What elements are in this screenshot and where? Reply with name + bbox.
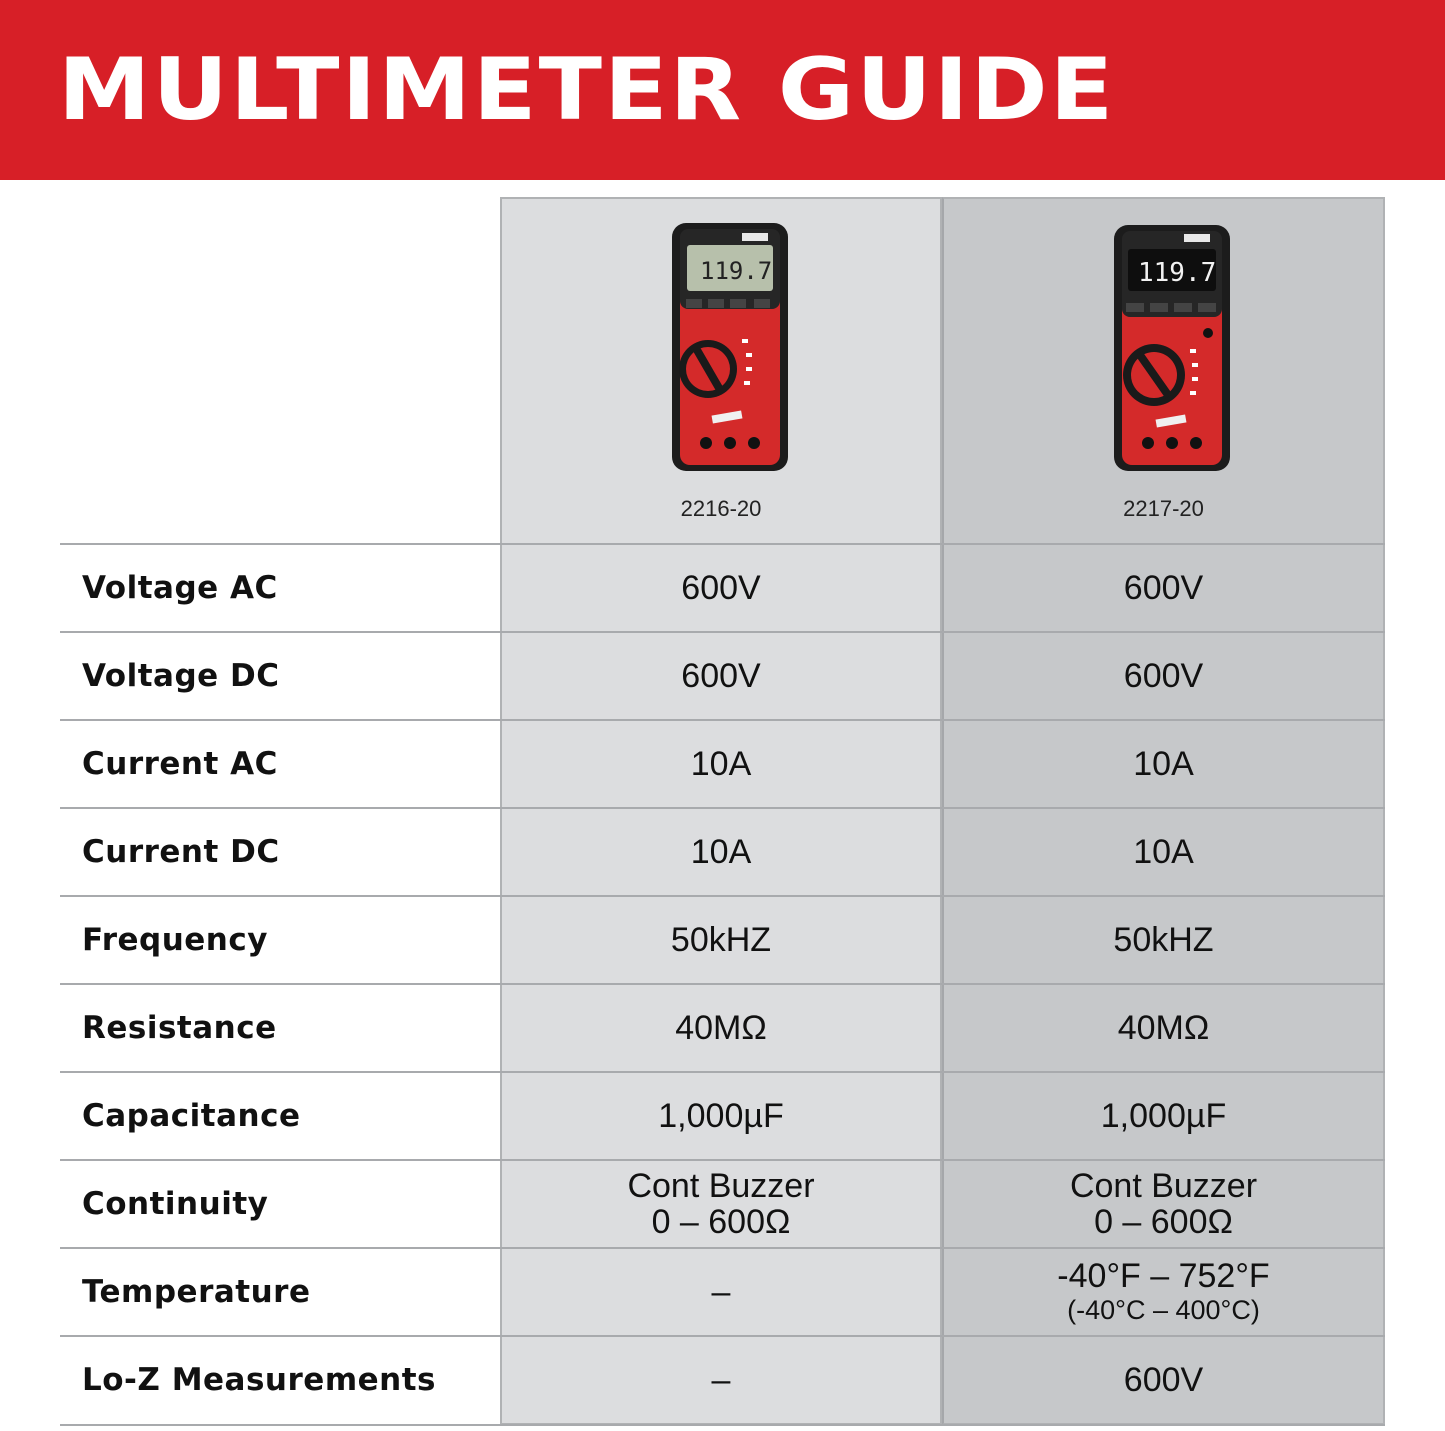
table-row [60,1335,1385,1423]
cell-2217: 600V [1123,569,1204,607]
cell-2216: Cont Buzzer 0 – 600Ω [627,1167,815,1241]
table-row [60,719,1385,807]
cell-2216: 10A [690,745,752,783]
cell-2216: 10A [690,833,752,871]
cell-2216: 600V [681,569,761,607]
comparison-table [60,197,1385,1426]
cell-2216: 40MΩ [675,1009,767,1047]
model-header-2217 [942,197,1385,544]
row-label: Resistance [82,1010,277,1046]
display-reading-a: 119.7 [700,257,773,285]
table-row [60,543,1385,631]
row-label: Current DC [82,834,280,870]
row-label: Capacitance [82,1098,301,1134]
table-row [60,807,1385,895]
cell-2217: 1,000µF [1100,1097,1227,1135]
table-row [60,631,1385,719]
table-row [60,1071,1385,1159]
table-row [60,1159,1385,1247]
cell-2217: 600V [1123,657,1204,695]
row-label: Voltage AC [82,570,278,606]
row-label: Lo-Z Measurements [82,1362,436,1398]
cell-2217: 10A [1133,833,1194,871]
model-label: 2216-20 [680,496,762,521]
page-title: MULTIMETER GUIDE [58,40,1116,140]
cell-2217: 50kHZ [1113,921,1214,959]
row-label: Continuity [82,1186,269,1222]
cell-2217: 600V [1123,1361,1204,1399]
table-row [60,895,1385,983]
cell-2216: – [711,1273,731,1311]
table-row [60,1247,1385,1335]
cell-2217: Cont Buzzer 0 – 600Ω [1069,1167,1258,1241]
row-label: Current AC [82,746,278,782]
model-header-2216 [500,197,942,544]
cell-2216: – [711,1361,731,1399]
cell-2217: -40°F – 752°F (-40°C – 400°C) [1057,1257,1270,1325]
table-bottom-border [60,1424,1385,1426]
cell-2217: 40MΩ [1117,1009,1210,1047]
cell-2216: 600V [681,657,761,695]
table-row [60,983,1385,1071]
display-reading-b: 119.7 [1138,258,1217,288]
model-label: 2217-20 [1123,496,1204,521]
cell-2216: 1,000µF [658,1097,784,1135]
row-label: Voltage DC [82,658,280,694]
row-label: Frequency [82,922,268,958]
cell-2217: 10A [1133,745,1194,783]
cell-2216: 50kHZ [670,921,772,959]
header-banner [0,0,1445,180]
row-label: Temperature [82,1274,311,1310]
